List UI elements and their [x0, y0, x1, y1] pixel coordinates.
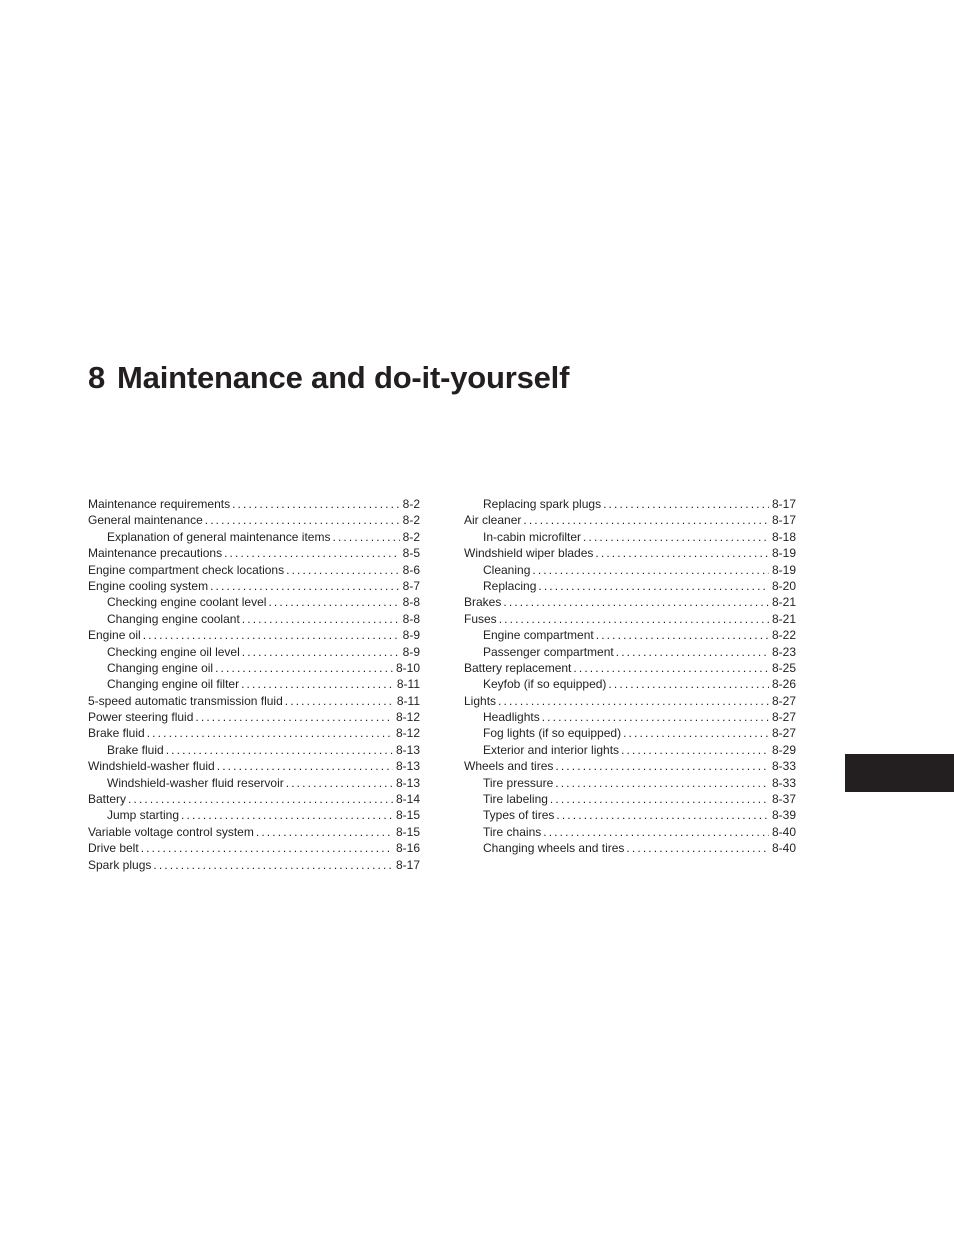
toc-entry — [88, 562, 420, 578]
toc-entry-page: 8-17 — [771, 513, 796, 528]
toc-entry-page: 8-2 — [402, 529, 420, 544]
toc-entry — [464, 545, 796, 561]
toc-entry-page: 8-6 — [402, 562, 420, 577]
toc-entry-label: Replacing spark plugs — [483, 497, 602, 511]
toc-dot-leader — [523, 512, 769, 528]
toc-subentry — [464, 725, 796, 741]
toc-entry-page: 8-8 — [402, 611, 420, 626]
toc-entry-page: 8-17 — [771, 497, 796, 511]
toc-subentry — [464, 791, 796, 807]
toc-entry — [464, 693, 796, 709]
toc-entry-page: 8-19 — [771, 562, 796, 577]
toc-entry-page: 8-15 — [395, 808, 420, 823]
toc-dot-leader — [626, 840, 769, 856]
toc-dot-leader — [285, 693, 394, 709]
toc-dot-leader — [623, 725, 769, 741]
toc-entry-page: 8-40 — [771, 841, 796, 856]
toc-dot-leader — [499, 611, 769, 627]
toc-subentry — [88, 529, 420, 545]
toc-entry-page: 8-7 — [402, 578, 420, 593]
toc-dot-leader — [217, 758, 393, 774]
toc-subentry — [464, 824, 796, 840]
toc-entry — [88, 496, 420, 512]
toc-entry-label: Engine compartment — [483, 628, 594, 643]
toc-subentry — [464, 676, 796, 692]
toc-dot-leader — [532, 562, 769, 578]
toc-entry-page: 8-26 — [771, 677, 796, 692]
toc-entry-page: 8-13 — [395, 759, 420, 774]
toc-entry-page: 8-29 — [771, 742, 796, 757]
toc-entry-label: Types of tires — [483, 808, 555, 823]
toc-entry-page: 8-33 — [771, 759, 796, 774]
toc-entry — [88, 545, 420, 561]
toc-entry-page: 8-11 — [396, 693, 420, 708]
toc-entry-page: 8-27 — [771, 710, 796, 725]
toc-dot-leader — [242, 611, 400, 627]
toc-subentry — [88, 807, 420, 823]
toc-entry — [88, 791, 420, 807]
toc-entry-label: Battery replacement — [464, 660, 572, 675]
toc-entry-page: 8-27 — [771, 693, 796, 708]
toc-entry-label: Fuses — [464, 611, 497, 626]
toc-entry-label: Cleaning — [483, 562, 531, 577]
toc-dot-leader — [286, 562, 400, 578]
toc-subentry — [464, 807, 796, 823]
toc-entry-page: 8-21 — [771, 611, 796, 626]
toc-dot-leader — [621, 742, 769, 758]
toc-entry-label: In-cabin microfilter — [483, 529, 582, 544]
toc-entry-page: 8-14 — [395, 792, 420, 807]
toc-dot-leader — [556, 807, 769, 823]
toc-dot-leader — [153, 857, 393, 873]
toc-entry-page: 8-12 — [395, 726, 420, 741]
toc-entry-page: 8-2 — [402, 513, 420, 528]
toc-dot-leader — [583, 529, 769, 545]
toc-entry-label: Windshield-washer fluid reservoir — [107, 775, 284, 790]
toc-entry-page: 8-40 — [771, 824, 796, 839]
toc-entry-page: 8-18 — [771, 529, 796, 544]
toc-entry-label: Spark plugs — [88, 857, 152, 872]
toc-entry-label: Jump starting — [107, 808, 180, 823]
toc-entry-page: 8-15 — [395, 824, 420, 839]
toc-entry-page: 8-9 — [402, 628, 420, 643]
toc-entry-page: 8-9 — [402, 644, 420, 659]
toc-entry-page: 8-22 — [771, 628, 796, 643]
toc-dot-leader — [147, 725, 393, 741]
toc-dot-leader — [616, 644, 769, 660]
toc-entry — [88, 840, 420, 856]
toc-entry-label: Checking engine oil level — [107, 644, 240, 659]
toc-entry-page: 8-25 — [771, 660, 796, 675]
toc-entry-page: 8-17 — [395, 857, 420, 872]
toc-entry-label: Drive belt — [88, 841, 139, 856]
toc-subentry — [88, 644, 420, 660]
toc-entry-label: Passenger compartment — [483, 644, 614, 659]
toc-dot-leader — [241, 676, 394, 692]
toc-entry-label: Engine cooling system — [88, 578, 209, 593]
toc-entry-page: 8-20 — [771, 578, 796, 593]
toc-dot-leader — [195, 709, 393, 725]
toc-dot-leader — [141, 840, 393, 856]
toc-subentry — [464, 578, 796, 594]
toc-subentry — [88, 775, 420, 791]
toc-entry-label: Battery — [88, 792, 127, 807]
toc-entry — [88, 857, 420, 873]
toc-entry-label: Fog lights (if so equipped) — [483, 726, 622, 741]
toc-entry — [88, 758, 420, 774]
toc-entry-label: General maintenance — [88, 513, 203, 528]
toc-entry-label: Tire pressure — [483, 775, 554, 790]
toc-entry — [88, 512, 420, 528]
toc-dot-leader — [542, 709, 769, 725]
toc-entry-label: Changing engine oil — [107, 660, 214, 675]
toc-entry-label: Keyfob (if so equipped) — [483, 677, 607, 692]
toc-dot-leader — [608, 676, 769, 692]
toc-entry-page: 8-12 — [395, 710, 420, 725]
toc-dot-leader — [595, 545, 769, 561]
toc-dot-leader — [503, 594, 769, 610]
toc-dot-leader — [286, 775, 393, 791]
toc-dot-leader — [555, 758, 769, 774]
toc-entry-label: Brake fluid — [107, 742, 164, 757]
toc-entry-label: Brake fluid — [88, 726, 145, 741]
toc-entry-page: 8-13 — [395, 742, 420, 757]
toc-entry-label: Maintenance requirements — [88, 497, 231, 511]
toc-entry-label: Maintenance precautions — [88, 546, 223, 561]
toc-entry — [464, 594, 796, 610]
toc-entry-label: Engine compartment check locations — [88, 562, 285, 577]
toc-dot-leader — [573, 660, 769, 676]
toc-column-right — [464, 496, 796, 857]
toc-entry-label: 5-speed automatic transmission fluid — [88, 693, 283, 708]
toc-column-left — [88, 496, 420, 873]
toc-subentry — [464, 529, 796, 545]
toc-subentry — [464, 644, 796, 660]
toc-dot-leader — [256, 824, 393, 840]
toc-subentry — [464, 496, 796, 512]
toc-entry-label: Changing engine oil filter — [107, 677, 240, 692]
toc-dot-leader — [550, 791, 769, 807]
toc-entry — [88, 709, 420, 725]
toc-subentry — [88, 660, 420, 676]
toc-entry-label: Lights — [464, 693, 497, 708]
toc-dot-leader — [232, 496, 400, 512]
toc-entry-page: 8-39 — [771, 808, 796, 823]
toc-entry-label: Changing engine coolant — [107, 611, 240, 626]
toc-dot-leader — [538, 578, 769, 594]
toc-entry — [464, 512, 796, 528]
chapter-title — [88, 360, 569, 396]
toc-entry-label: Wheels and tires — [464, 759, 554, 774]
toc-entry-label: Tire labeling — [483, 792, 548, 807]
toc-subentry — [464, 840, 796, 856]
toc-entry-label: Tire chains — [483, 824, 542, 839]
toc-entry — [88, 725, 420, 741]
toc-entry-label: Air cleaner — [464, 513, 522, 528]
toc-dot-leader — [555, 775, 769, 791]
toc-dot-leader — [210, 578, 400, 594]
toc-subentry — [464, 562, 796, 578]
toc-dot-leader — [596, 627, 769, 643]
toc-entry-page: 8-10 — [395, 660, 420, 675]
toc-subentry — [464, 775, 796, 791]
toc-entry-label: Headlights — [483, 710, 540, 725]
toc-dot-leader — [181, 807, 393, 823]
chapter-number: 8 — [88, 360, 106, 395]
toc-entry-label: Variable voltage control system — [88, 824, 254, 839]
toc-entry-page: 8-19 — [771, 546, 796, 561]
toc-entry-page: 8-37 — [771, 792, 796, 807]
toc-subentry — [464, 709, 796, 725]
toc-dot-leader — [498, 693, 769, 709]
toc-entry-page: 8-21 — [771, 595, 796, 610]
toc-entry-page: 8-16 — [395, 841, 420, 856]
toc-entry-label: Power steering fluid — [88, 710, 194, 725]
toc-dot-leader — [205, 512, 400, 528]
toc-subentry — [88, 611, 420, 627]
chapter-title-text: Maintenance and do-it-yourself — [117, 360, 570, 395]
toc-dot-leader — [224, 545, 400, 561]
toc-dot-leader — [242, 644, 400, 660]
toc-entry-page: 8-13 — [395, 775, 420, 790]
toc-entry-label: Explanation of general maintenance items — [107, 529, 331, 544]
toc-entry-page: 8-33 — [771, 775, 796, 790]
toc-entry-page: 8-23 — [771, 644, 796, 659]
toc-dot-leader — [543, 824, 769, 840]
toc-dot-leader — [143, 627, 400, 643]
toc-dot-leader — [215, 660, 393, 676]
toc-entry — [88, 578, 420, 594]
toc-dot-leader — [128, 791, 393, 807]
toc-subentry — [88, 742, 420, 758]
toc-entry — [88, 824, 420, 840]
toc-subentry — [464, 742, 796, 758]
chapter-thumb-tab — [845, 754, 954, 792]
toc-entry-page: 8-27 — [771, 726, 796, 741]
toc-dot-leader — [332, 529, 399, 545]
toc-dot-leader — [166, 742, 393, 758]
toc-entry-label: Exterior and interior lights — [483, 742, 620, 757]
toc-entry-label: Brakes — [464, 595, 502, 610]
toc-entry-label: Changing wheels and tires — [483, 841, 625, 856]
toc-subentry — [464, 627, 796, 643]
toc-entry — [464, 611, 796, 627]
toc-entry-label: Checking engine coolant level — [107, 595, 267, 610]
toc-entry-page: 8-11 — [396, 677, 420, 692]
toc-entry-page: 8-5 — [402, 546, 420, 561]
toc-entry — [464, 660, 796, 676]
toc-entry — [464, 758, 796, 774]
toc-entry-label: Replacing — [483, 578, 537, 593]
toc-subentry — [88, 594, 420, 610]
toc-entry-label: Engine oil — [88, 628, 141, 643]
toc-subentry — [88, 676, 420, 692]
toc-dot-leader — [603, 496, 769, 512]
toc-entry-label: Windshield wiper blades — [464, 546, 594, 561]
toc-entry-label: Windshield-washer fluid — [88, 759, 215, 774]
toc-entry — [88, 693, 420, 709]
toc-entry-page: 8-8 — [402, 595, 420, 610]
toc-dot-leader — [268, 594, 399, 610]
toc-entry — [88, 627, 420, 643]
toc-entry-page: 8-2 — [402, 497, 420, 511]
